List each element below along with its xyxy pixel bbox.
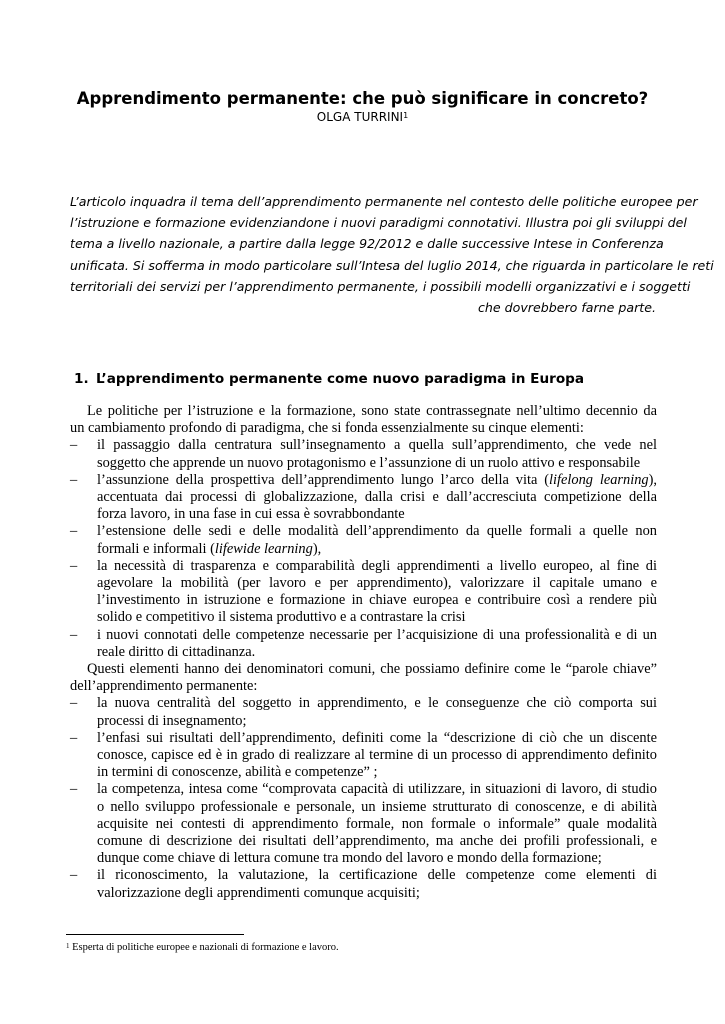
dash-bullet: –	[70, 523, 78, 540]
dash-bullet: –	[70, 695, 78, 712]
emphasis: lifelong learning	[549, 471, 649, 488]
author-name	[0, 110, 725, 125]
list-item-line: agevolare la mobilità (per lavoro e per apprendimento), valorizzare il capitale umano e	[97, 575, 657, 592]
footnote-reference: 1	[403, 111, 409, 120]
emphasis: lifewide learning	[214, 540, 313, 557]
text-run: ),	[648, 471, 657, 488]
list-item	[70, 437, 657, 471]
list-item-line: il riconoscimento, la valutazione, la certificazione delle competenze come elementi di	[97, 867, 657, 884]
list-item-line: l’investimento in istruzione e formazione in chiave europea e contribuire così a rendere più	[97, 592, 657, 609]
list-item-line: forza lavoro, in una fase in cui essa è sovrabbondante	[97, 506, 405, 523]
list-item-line	[97, 541, 657, 558]
abstract-line: che dovrebbero farne parte.	[478, 300, 656, 316]
abstract	[70, 191, 714, 318]
abstract-line: territoriali dei servizi per l’apprendimento permanente, i possibili modelli organizzativi e i soggetti	[70, 278, 691, 294]
abstract-line: L’articolo inquadra il tema dell’apprendimento permanente nel contesto delle politiche europee per	[70, 194, 698, 209]
list-item-line: valorizzazione degli apprendimenti comunque acquisiti;	[97, 884, 420, 901]
dash-bullet: –	[70, 471, 78, 488]
list-item-line: la nuova centralità del soggetto in apprendimento, e le conseguenze che ciò comporta sui	[97, 695, 657, 712]
dash-bullet: –	[70, 729, 78, 746]
paragraph-line: un cambiamento profondo di paradigma, che si fonda essenzialmente su cinque elementi:	[70, 420, 584, 437]
author-label: OLGA TURRINI	[316, 110, 404, 124]
article-title: Apprendimento permanente: che può significare in concreto?	[76, 89, 649, 108]
text-run: ),	[312, 540, 322, 557]
dash-bullet: –	[70, 626, 78, 643]
list-item-line: l’estensione delle sedi e delle modalità dell’apprendimento da quelle formali a quelle non	[97, 523, 657, 540]
list-item	[70, 695, 657, 729]
list-item	[70, 627, 657, 661]
list-item-line: l’enfasi sui risultati dell’apprendimento, definiti come la “descrizione di ciò che un discente	[97, 729, 657, 746]
section-number: 1.	[74, 371, 89, 387]
dash-bullet: –	[70, 557, 78, 574]
list-item-line	[97, 472, 657, 489]
footnote-marker: 1	[66, 942, 70, 950]
section-title: L’apprendimento permanente come nuovo paradigma in Europa	[96, 371, 585, 387]
list-item	[70, 867, 657, 901]
text-run: l’assunzione della prospettiva dell’apprendimento lungo l’arco della vita (	[97, 471, 550, 488]
list-item-line: il passaggio dalla centratura sull’insegnamento a quella sull’apprendimento, che vede nel	[97, 437, 657, 454]
paragraph-line: Le politiche per l’istruzione e la formazione, sono state contrassegnate nell’ultimo decennio da	[87, 403, 657, 419]
list-item	[70, 558, 657, 627]
paragraph-line: Questi elementi hanno dei denominatori comuni, che possiamo definire come le “parole chiave”	[87, 661, 657, 678]
abstract-line: unificata. Si sofferma in modo particolare sull’Intesa del luglio 2014, che riguarda in particolare le reti	[70, 257, 714, 273]
list-item	[70, 781, 657, 867]
list-item	[70, 472, 657, 524]
text-run: formali e informali (	[97, 540, 215, 557]
list-item-line: reale diritto di cittadinanza.	[97, 643, 256, 660]
section-heading	[74, 370, 584, 388]
list-item-line: soggetto che apprende un nuovo protagonismo e l’assunzione di un ruolo attivo e responsabile	[97, 454, 641, 471]
list-item-line: processi di insegnamento;	[97, 712, 247, 729]
list-item	[70, 730, 657, 782]
footnote-text: Esperta di politiche europee e nazionali di formazione e lavoro.	[72, 942, 339, 953]
dash-bullet: –	[70, 437, 78, 454]
list-item	[70, 523, 657, 557]
dash-bullet: –	[70, 867, 78, 884]
list-item-line: solido e competitivo il sistema produttivo e a contrastare la crisi	[97, 609, 466, 626]
dash-bullet: –	[70, 781, 78, 798]
list-item-line: accentuata dai processi di globalizzazione, dalla crisi e dall’accresciuta competizione della	[97, 489, 657, 506]
footnote-separator	[66, 934, 244, 935]
paragraph-line: dell’apprendimento permanente:	[70, 678, 258, 695]
list-item-line: conosce, capisce ed è in grado di realizzare al termine di un processo di apprendimento definito	[97, 747, 657, 764]
body-text	[70, 403, 657, 902]
list-item-line: acquisite nei contesti di apprendimento formale, non formale o informale” quale modalità	[97, 815, 657, 832]
list-item-line: la necessità di trasparenza e comparabilità degli apprendimenti a livello europeo, al fine di	[97, 557, 657, 574]
list-item-line: la competenza, intesa come “comprovata capacità di utilizzare, in situazioni di lavoro, di studio	[97, 781, 657, 798]
list-item-line: i nuovi connotati delle competenze necessarie per l’acquisizione di una professionalità e di un	[97, 626, 657, 643]
abstract-line: tema a livello nazionale, a partire dalla legge 92/2012 e dalle successive Intese in Conferenza	[70, 236, 664, 252]
list-item-line: comune di descrizione dei risultati dell’apprendimento, ma anche dei profili professionali, e	[97, 833, 657, 850]
list-item-line: o nello sviluppo professionale e personale, un insieme strutturato di conoscenze, e di abilità	[97, 798, 657, 815]
abstract-line: l’istruzione e formazione evidenziandone i nuovi paradigmi connotativi. Illustra poi gli sviluppi del	[70, 215, 687, 231]
list-item-line: in termini di conoscenze, abilità e competenze” ;	[97, 764, 378, 781]
list-item-line: dunque come chiave di lettura comune tra mondo del lavoro e mondo della formazione;	[97, 850, 602, 867]
footnote	[66, 941, 339, 954]
